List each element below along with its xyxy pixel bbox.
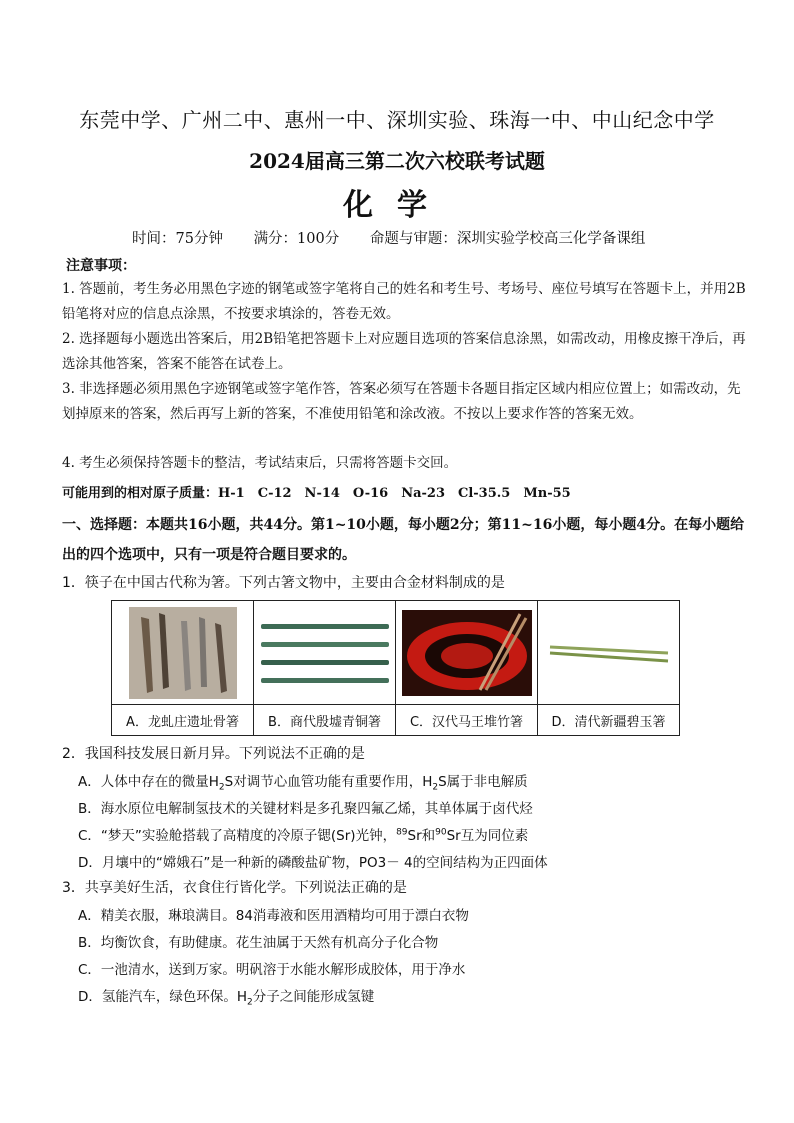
school-list: 东莞中学、广州二中、惠州一中、深圳实验、珠海一中、中山纪念中学 (79, 108, 715, 132)
q2-option-a: A．人体中存在的微量$H_2S$对调节心血管功能有重要作用，$H_2S$属于非电解质 (78, 774, 528, 793)
notes-heading: 注意事项： (66, 258, 136, 274)
bone-chopsticks-icon (129, 607, 237, 699)
subject-title: 化学 (343, 188, 451, 223)
bronze-chopsticks-icon (259, 618, 391, 688)
question-1-image-table (111, 600, 680, 736)
q2-option-d: D．月壤中的“嫦娥石”是一种新的磷酸盐矿物，PO3－ 4的空间结构为正四面体 (78, 855, 548, 871)
q3-option-d: D．氢能汽车，绿色环保。$H_2$分子之间能形成氢键 (78, 989, 375, 1008)
note-4: 4. 考生必须保持答题卡的整洁，考试结束后，只需将答题卡交回。 (62, 455, 458, 471)
lacquer-dish-icon (402, 610, 532, 696)
question-1-stem: 1．筷子在中国古代称为箸。下列古箸文物中，主要由合金材料制成的是 (62, 575, 505, 591)
bone-chopsticks-image (112, 601, 254, 705)
question-2-stem: 2．我国科技发展日新月异。下列说法不正确的是 (62, 746, 365, 762)
q3-option-c: C．一池清水，送到万家。明矾溶于水能水解形成胶体，用于净水 (78, 962, 466, 978)
note-1: 1. 答题前，考生务必用黑色字迹的钢笔或签字笔将自己的姓名和考生号、考场号、座位号填写在答题卡上，并用2B铅笔将对应的信息点涂黑，不按要求填涂的，答卷无效。 (62, 281, 746, 322)
exam-author: 命题与审题：深圳实验学校高三化学备课组 (369, 231, 646, 247)
note-3: 3. 非选择题必须用黑色字迹钢笔或签字笔作答，答案必须写在答题卡各题目指定区域内相应位置上；如需改动，先划掉原来的答案，然后再写上新的答案，不准使用铅笔和涂改液。不按以上要求作答的答案无效。 (62, 381, 741, 422)
q1-option-c: C．汉代马王堆竹箸 (396, 705, 538, 736)
question-3-stem: 3．共享美好生活，衣食住行皆化学。下列说法正确的是 (62, 880, 407, 896)
jade-chopsticks-icon (544, 633, 674, 673)
exam-title: 2024届高三第二次六校联考试题 (249, 149, 545, 173)
bamboo-chopsticks-image (396, 601, 538, 705)
q3-option-a: A．精美衣服，琳琅满目。84消毒液和医用酒精均可用于漂白衣物 (78, 908, 469, 924)
atomic-masses: 可能用到的相对原子质量：H-1 C-12 N-14 O-16 Na-23 Cl-35.5 Mn-55 (62, 486, 571, 501)
exam-meta (132, 227, 671, 248)
q2-option-c: C．“梦天”实验舱搭载了高精度的冷原子锶(Sr)光钟，$^{89}$Sr和$^{90}$Sr互为同位素 (78, 827, 529, 844)
q1-option-b: B．商代殷墟青铜箸 (254, 705, 396, 736)
bronze-chopsticks-image (254, 601, 396, 705)
jade-chopsticks-image (538, 601, 680, 705)
exam-time: 时间：75分钟 (132, 231, 223, 247)
q2-option-b: B．海水原位电解制氢技术的关键材料是多孔聚四氟乙烯，其单体属于卤代烃 (78, 801, 533, 817)
exam-score: 满分：100分 (253, 231, 340, 247)
q1-option-a: A．龙虬庄遗址骨箸 (112, 705, 254, 736)
q1-option-d: D．清代新疆碧玉箸 (538, 705, 680, 736)
note-2: 2. 选择题每小题选出答案后，用2B铅笔把答题卡上对应题目选项的答案信息涂黑，如需改动，用橡皮擦干净后，再选涂其他答案，答案不能答在试卷上。 (62, 331, 746, 372)
q3-option-b: B．均衡饮食，有助健康。花生油属于天然有机高分子化合物 (78, 935, 439, 951)
section-instructions: 一、选择题：本题共16小题，共44分。第1~10小题，每小题2分；第11~16小题，每小题4分。在每小题给出的四个选项中，只有一项是符合题目要求的。 (62, 517, 745, 563)
